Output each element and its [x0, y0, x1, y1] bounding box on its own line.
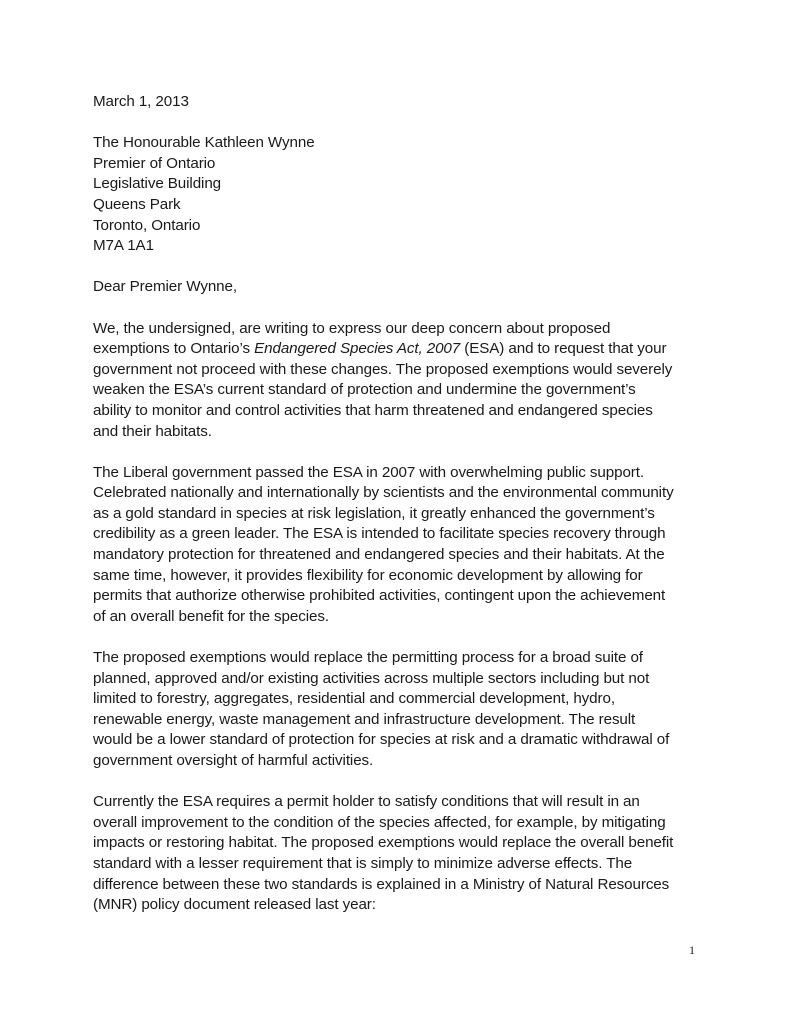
spacer [93, 298, 713, 319]
spacer [93, 772, 713, 793]
recipient-street: Queens Park [93, 195, 181, 213]
paragraph-line: The proposed exemptions would replace the permitting process for a broad suite of [93, 649, 643, 667]
paragraph-line: of an overall benefit for the species. [93, 607, 329, 625]
paragraph-line: mandatory protection for threatened and endangered species and their habitats. At the [93, 546, 665, 564]
paragraph-line: and their habitats. [93, 422, 212, 440]
paragraph-line: The Liberal government passed the ESA in 2007 with overwhelming public support. [93, 463, 644, 481]
recipient-name: The Honourable Kathleen Wynne [93, 134, 315, 152]
paragraph-line: standard with a lesser requirement that is simply to minimize adverse effects. The [93, 854, 633, 872]
page-number: 1 [689, 943, 695, 957]
text-run: exemptions to Ontario’s [93, 340, 255, 358]
paragraph-line: weaken the ESA’s current standard of protection and undermine the government’s [93, 381, 636, 399]
spacer [93, 442, 713, 463]
paragraph-3 [93, 648, 713, 772]
paragraph-line: limited to forestry, aggregates, residential and commercial development, hydro, [93, 690, 615, 708]
paragraph-line: planned, approved and/or existing activities across multiple sectors including but not [93, 669, 650, 687]
recipient-postal-code: M7A 1A1 [93, 237, 154, 255]
paragraph-line: same time, however, it provides flexibility for economic development by allowing for [93, 566, 643, 584]
paragraph-1 [93, 319, 713, 443]
paragraph-2 [93, 463, 713, 628]
paragraph-line: would be a lower standard of protection for species at risk and a dramatic withdrawal of [93, 731, 670, 749]
paragraph-line: (MNR) policy document released last year: [93, 896, 376, 914]
paragraph-line: ability to monitor and control activities that harm threatened and endangered species [93, 401, 653, 419]
spacer [93, 257, 713, 278]
paragraph-4 [93, 792, 713, 916]
text-run: (ESA) and to request that your [460, 340, 667, 358]
paragraph-line: permits that authorize otherwise prohibited activities, contingent upon the achievement [93, 587, 666, 605]
paragraph-line: difference between these two standards is explained in a Ministry of Natural Resources [93, 875, 670, 893]
recipient-building: Legislative Building [93, 175, 222, 193]
paragraph-line: impacts or restoring habitat. The proposed exemptions would replace the overall benefit [93, 834, 674, 852]
spacer [93, 113, 713, 134]
paragraph-line: credibility as a green leader. The ESA is intended to facilitate species recovery through [93, 525, 666, 543]
paragraph-line: We, the undersigned, are writing to express our deep concern about proposed [93, 319, 611, 337]
letter-date: March 1, 2013 [93, 93, 189, 110]
letter-body [93, 92, 713, 916]
recipient-title: Premier of Ontario [93, 154, 216, 172]
paragraph-line: as a gold standard in species at risk legislation, it greatly enhanced the government’s [93, 504, 655, 522]
recipient-address [93, 133, 713, 257]
paragraph-line: government not proceed with these changes. The proposed exemptions would severely [93, 360, 673, 378]
salutation: Dear Premier Wynne, [93, 278, 237, 296]
paragraph-line [93, 339, 713, 360]
paragraph-line: Currently the ESA requires a permit holder to satisfy conditions that will result in an [93, 793, 640, 811]
paragraph-line: renewable energy, waste management and infrastructure development. The result [93, 710, 636, 728]
spacer [93, 627, 713, 648]
act-title-italic: Endangered Species Act, 2007 [254, 340, 461, 358]
paragraph-line: government oversight of harmful activities. [93, 752, 374, 769]
paragraph-line: Celebrated nationally and internationally by scientists and the environmental community [93, 484, 674, 502]
recipient-city: Toronto, Ontario [93, 216, 201, 234]
paragraph-line: overall improvement to the condition of the species affected, for example, by mitigating [93, 813, 666, 831]
